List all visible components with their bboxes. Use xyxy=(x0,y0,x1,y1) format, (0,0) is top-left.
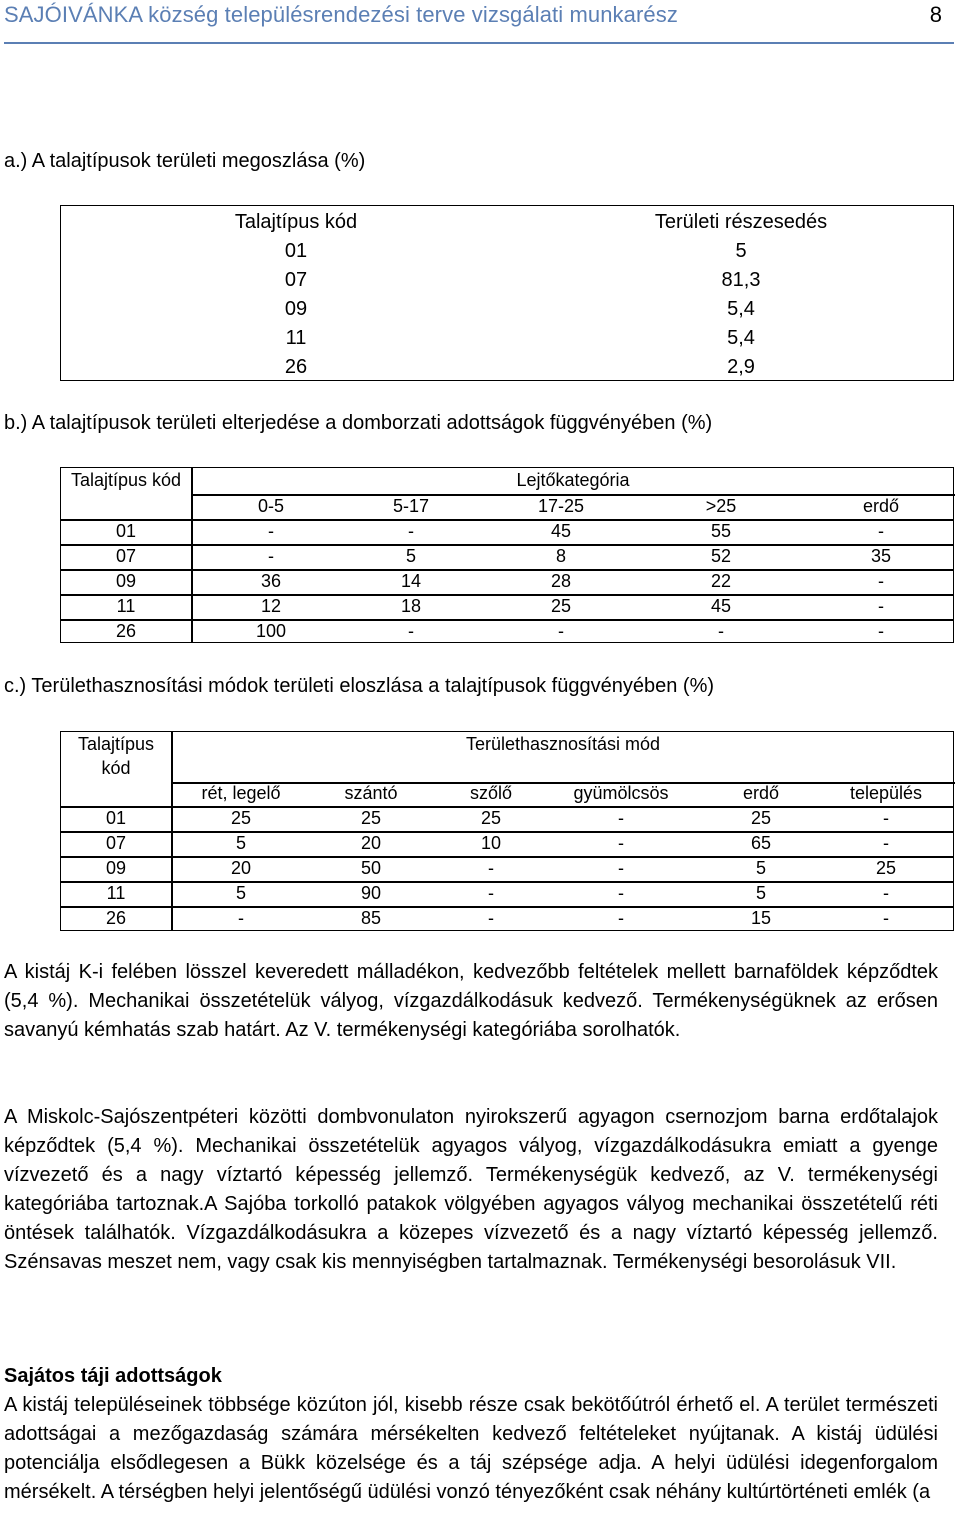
table-cell: 15 xyxy=(750,908,772,928)
table-cell: 8 xyxy=(555,546,566,566)
table-cell: 11 xyxy=(106,883,126,903)
table-cell: 5,4 xyxy=(727,327,755,349)
land-use-table xyxy=(60,731,954,931)
table-cell: 07 xyxy=(284,269,308,291)
group-header-slope: Lejtőkategória xyxy=(516,470,630,490)
column-header-share: Területi részesedés xyxy=(654,211,828,233)
table-row xyxy=(61,833,953,858)
table-cell: 45 xyxy=(710,596,732,616)
table-cell: - xyxy=(878,621,884,641)
table-cell: 5 xyxy=(235,883,246,903)
section-a-heading: a.) A talajtípusok területi megoszlása (%) xyxy=(4,150,366,172)
table-cell: 81,3 xyxy=(721,269,761,291)
page-header xyxy=(4,2,952,36)
table-cell: - xyxy=(558,621,564,641)
table-row xyxy=(61,269,953,298)
column-header-code: kód xyxy=(101,758,131,778)
table-cell: - xyxy=(883,908,889,928)
table-cell: - xyxy=(268,521,274,541)
table-cell: 10 xyxy=(480,833,502,853)
column-header-soil-code: Talajtípus kód xyxy=(70,470,182,490)
table-cell: 22 xyxy=(710,571,732,591)
soil-share-table xyxy=(60,205,954,381)
table-row xyxy=(61,546,953,571)
header-divider xyxy=(4,42,954,44)
table-cell: 01 xyxy=(115,521,137,541)
document-title: SAJÓIVÁNKA község településrendezési terve vizsgálati munkarész xyxy=(4,2,678,27)
table-cell: - xyxy=(488,883,494,903)
section-c-heading: c.) Területhasznosítási módok területi eloszlása a talajtípusok függvényében (%) xyxy=(4,675,715,697)
table-header-row xyxy=(61,211,953,240)
table-row xyxy=(61,808,953,833)
paragraph-forest-soils: A Miskolc-Sajószentpéteri közötti dombvonulaton nyirokszerű agyagon csernozjom barna erdőtalajok képződtek (5,4 %). Mechanikai összetételük agyagos vályog, vízgazdálkodásukra emiatt a gyenge vízvezető és a nagy víztartó képesség jellemző. Termékenységük kedvező, az V. termékenységi kategóriába tartoznak.A Sajóba torkolló patakok völgyében agyagos vályog mechanikai összetételű réti öntések találhatók. Vízgazdálkodásukra a közepes vízvezető és a nagy víztartó képesség jellemző. Szénsavas meszet nem, vagy csak kis mennyiségben tartalmaznak. Termékenységi besorolásuk VII. xyxy=(4,1106,938,1273)
table-cell: - xyxy=(238,908,244,928)
slope-table xyxy=(60,467,954,643)
table-cell: 55 xyxy=(710,521,732,541)
subheader-cell: erdő xyxy=(862,496,900,516)
table-cell: 5,4 xyxy=(727,298,755,320)
table-cell: - xyxy=(883,808,889,828)
subheader-cell: 5-17 xyxy=(392,496,430,516)
subheader-cell: >25 xyxy=(705,496,737,516)
table-cell: 26 xyxy=(284,356,308,378)
table-cell: - xyxy=(618,808,624,828)
table-cell: 5 xyxy=(405,546,416,566)
table-row xyxy=(61,571,953,596)
table-cell: - xyxy=(618,833,624,853)
table-row xyxy=(61,298,953,327)
column-header-soil-type: Talajtípus xyxy=(77,734,155,754)
table-cell: - xyxy=(883,883,889,903)
table-cell: 25 xyxy=(550,596,572,616)
table-cell: 01 xyxy=(105,808,127,828)
table-cell: 36 xyxy=(260,571,282,591)
subheader-cell: szántó xyxy=(344,783,398,803)
subheader-cell: rét, legelő xyxy=(201,783,281,803)
table-cell: - xyxy=(488,858,494,878)
table-row xyxy=(61,356,953,385)
table-cell: - xyxy=(488,908,494,928)
table-cell: 25 xyxy=(360,808,382,828)
table-cell: - xyxy=(878,521,884,541)
table-cell: 26 xyxy=(115,621,137,641)
table-cell: - xyxy=(408,621,414,641)
table-cell: 28 xyxy=(550,571,572,591)
table-cell: 20 xyxy=(360,833,382,853)
table-cell: - xyxy=(878,571,884,591)
table-cell: 25 xyxy=(230,808,252,828)
table-cell: 5 xyxy=(735,240,747,262)
table-cell: 26 xyxy=(105,908,127,928)
table-cell: - xyxy=(408,521,414,541)
table-cell: 07 xyxy=(105,833,127,853)
table-cell: 07 xyxy=(115,546,137,566)
table-row xyxy=(61,596,953,621)
table-cell: 25 xyxy=(875,858,897,878)
table-cell: 2,9 xyxy=(727,356,755,378)
table-cell: - xyxy=(878,596,884,616)
table-row xyxy=(61,521,953,546)
paragraph-brown-soils: A kistáj K-i felében lösszel keveredett málladékon, kedvezőbb feltételek mellett barnaföldek képződtek (5,4 %). Mechanikai összetételük vályog, vízgazdálkodásuk kedvező. Termékenységüknek az erősen savanyú kémhatás szab határt. Az V. termékenységi kategóriába sorolhatók. xyxy=(4,961,938,1041)
table-cell: 100 xyxy=(255,621,287,641)
subheader-cell: település xyxy=(849,783,923,803)
table-cell: 45 xyxy=(550,521,572,541)
subheader-cell: gyümölcsös xyxy=(573,783,669,803)
column-header-soil-code: Talajtípus kód xyxy=(234,211,358,233)
table-cell: - xyxy=(618,883,624,903)
table-row xyxy=(61,621,953,646)
table-cell: 50 xyxy=(360,858,382,878)
table-cell: 5 xyxy=(755,858,766,878)
table-cell: 12 xyxy=(260,596,282,616)
table-cell: 20 xyxy=(230,858,252,878)
table-cell: 85 xyxy=(360,908,382,928)
subheader-cell: erdő xyxy=(742,783,780,803)
table-cell: 25 xyxy=(750,808,772,828)
table-cell: - xyxy=(268,546,274,566)
group-header-land-use: Területhasznosítási mód xyxy=(465,734,661,754)
table-row xyxy=(61,883,953,908)
table-cell: 01 xyxy=(284,240,308,262)
table-cell: 5 xyxy=(235,833,246,853)
table-cell: 09 xyxy=(105,858,127,878)
table-cell: - xyxy=(618,858,624,878)
subheader-cell: szőlő xyxy=(469,783,513,803)
table-cell: 09 xyxy=(284,298,308,320)
table-row xyxy=(61,240,953,269)
table-row xyxy=(61,327,953,356)
subheader-row xyxy=(61,496,953,521)
subheader-cell: 0-5 xyxy=(257,496,284,516)
table-cell: 14 xyxy=(400,571,422,591)
subheader-cell: 17-25 xyxy=(537,496,585,516)
table-cell: 09 xyxy=(115,571,137,591)
table-cell: 5 xyxy=(755,883,766,903)
table-cell: 90 xyxy=(360,883,382,903)
table-row xyxy=(61,908,953,933)
section-b-heading: b.) A talajtípusok területi elterjedése a domborzati adottságok függvényében (%) xyxy=(4,412,713,434)
paragraph-landscape: A kistáj településeinek többsége közúton jól, kisebb része csak bekötőútról érhető el. A terület természeti adottságai a mezőgazdaság számára mérsékelten kedvező feltételeket nyújtanak. A kistáj üdülési potenciálja elsődlegesen a Bükk közelsége és a táj szépsége adja. A helyi üdülési idegenforgalom mérsékelt. A térségben helyi jelentőségű üdülési vonzó tényezőként csak néhány kultúrtörténeti emlék (a xyxy=(4,1394,938,1503)
table-cell: - xyxy=(883,833,889,853)
page-number: 8 xyxy=(929,2,942,27)
subheader-row xyxy=(61,783,953,808)
table-cell: 35 xyxy=(870,546,892,566)
table-cell: 18 xyxy=(400,596,422,616)
table-cell: 25 xyxy=(480,808,502,828)
table-cell: 65 xyxy=(750,833,772,853)
table-cell: 11 xyxy=(116,596,136,616)
table-row xyxy=(61,858,953,883)
table-cell: - xyxy=(618,908,624,928)
table-cell: 11 xyxy=(285,327,307,349)
section-landscape-heading: Sajátos táji adottságok xyxy=(4,1365,222,1387)
table-cell: 52 xyxy=(710,546,732,566)
table-cell: - xyxy=(718,621,724,641)
